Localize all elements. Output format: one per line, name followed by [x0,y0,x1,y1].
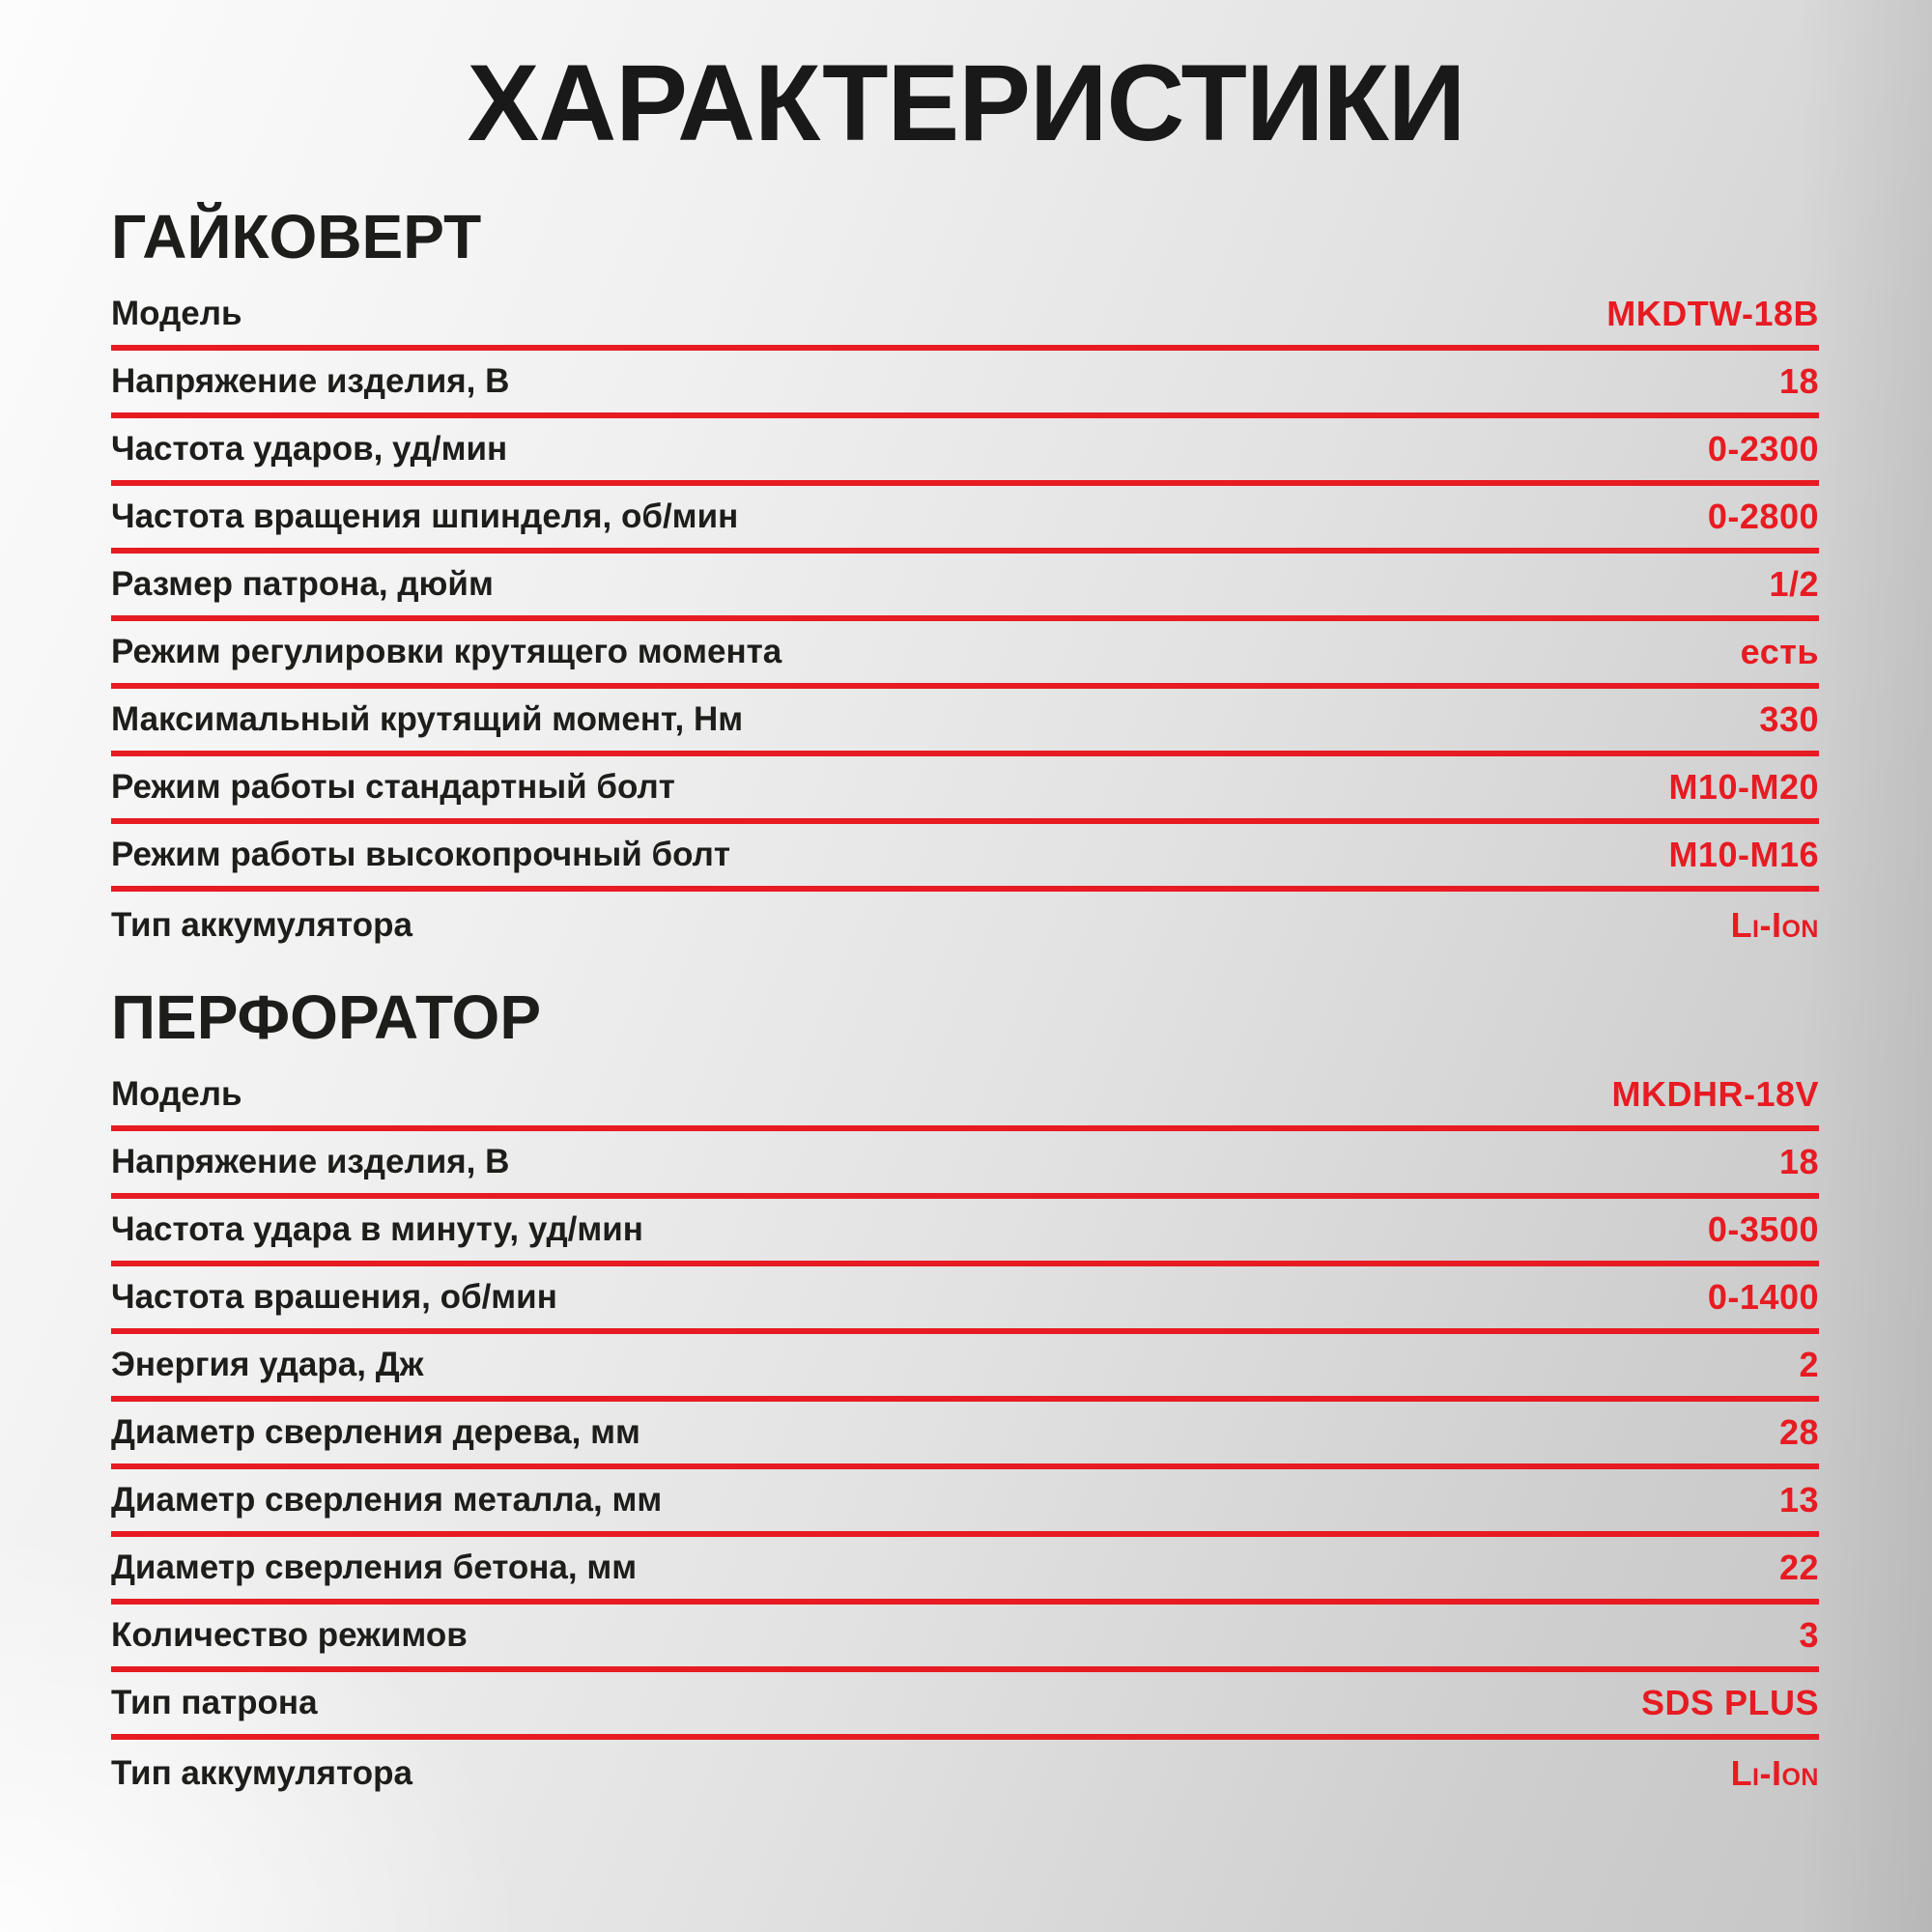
spec-row [111,1199,1819,1266]
spec-value: Li-Ion [1730,1752,1819,1793]
spec-label: Режим работы стандартный болт [111,768,675,807]
spec-row [111,418,1819,486]
spec-row [111,283,1819,351]
spec-label: Энергия удара, Дж [111,1345,424,1383]
spec-label: Модель [111,1074,242,1113]
spec-value: 1/2 [1769,564,1819,605]
spec-value: 28 [1778,1411,1819,1452]
spec-row [111,1064,1819,1131]
spec-row [111,1672,1819,1740]
spec-label: Режим работы высокопрочный болт [111,836,730,874]
spec-row [111,621,1819,689]
spec-value: 13 [1778,1479,1819,1520]
spec-label: Режим регулировки крутящего момента [111,633,782,671]
spec-row [111,486,1819,554]
spec-value: 0-1400 [1707,1276,1819,1317]
spec-row [111,1469,1819,1537]
spec-label: Напряжение изделия, В [111,1142,510,1180]
spec-label: Тип патрона [111,1683,318,1721]
spec-value: SDS PLUS [1640,1682,1819,1722]
spec-row [111,554,1819,621]
spec-label: Максимальный крутящий момент, Нм [111,700,744,739]
spec-value: MKDHR-18V [1611,1073,1819,1114]
spec-value: 0-3500 [1707,1208,1819,1249]
spec-row [111,1740,1819,1807]
spec-table-impact-wrench [111,283,1819,959]
spec-value: M10-M16 [1668,835,1819,875]
spec-value: MKDTW-18B [1606,294,1819,334]
spec-row [111,1605,1819,1672]
spec-label: Модель [111,295,242,333]
spec-label: Частота врашения, об/мин [111,1277,557,1316]
spec-value: 3 [1799,1614,1819,1655]
spec-row [111,1131,1819,1199]
spec-row [111,756,1819,824]
spec-label: Частота вращения шпинделя, об/мин [111,497,739,536]
section-heading-rotary-hammer: ПЕРФОРАТОР [111,982,541,1053]
section-heading-impact-wrench: ГАЙКОВЕРТ [111,202,482,272]
spec-row [111,1402,1819,1469]
spec-value: M10-M20 [1668,767,1819,808]
spec-row [111,1537,1819,1605]
spec-value: Li-Ion [1730,905,1819,946]
page-title: ХАРАКТЕРИСТИКИ [467,43,1465,163]
spec-value: 18 [1778,1141,1819,1181]
spec-label: Размер патрона, дюйм [111,565,494,604]
content [111,202,1819,1806]
spec-row [111,689,1819,756]
spec-value: 0-2800 [1707,497,1819,537]
spec-row [111,892,1819,959]
spec-label: Тип аккумулятора [111,906,412,945]
spec-row [111,1334,1819,1402]
spec-value: 22 [1778,1547,1819,1587]
spec-label: Диаметр сверления дерева, мм [111,1412,640,1451]
spec-value: 2 [1799,1344,1819,1384]
spec-value: 0-2300 [1707,429,1819,469]
spec-label: Диаметр сверления металла, мм [111,1480,663,1519]
spec-row [111,824,1819,892]
spec-label: Частота ударов, уд/мин [111,430,508,469]
spec-label: Тип аккумулятора [111,1753,412,1792]
spec-label: Частота удара в минуту, уд/мин [111,1209,643,1248]
spec-table-rotary-hammer [111,1064,1819,1807]
spec-row [111,1266,1819,1334]
spec-value: 18 [1778,361,1819,402]
spec-value: есть [1740,632,1819,672]
spec-label: Количество режимов [111,1615,468,1654]
spec-row [111,351,1819,418]
spec-label: Диаметр сверления бетона, мм [111,1548,638,1586]
spec-label: Напряжение изделия, В [111,362,510,401]
spec-value: 330 [1759,699,1819,740]
